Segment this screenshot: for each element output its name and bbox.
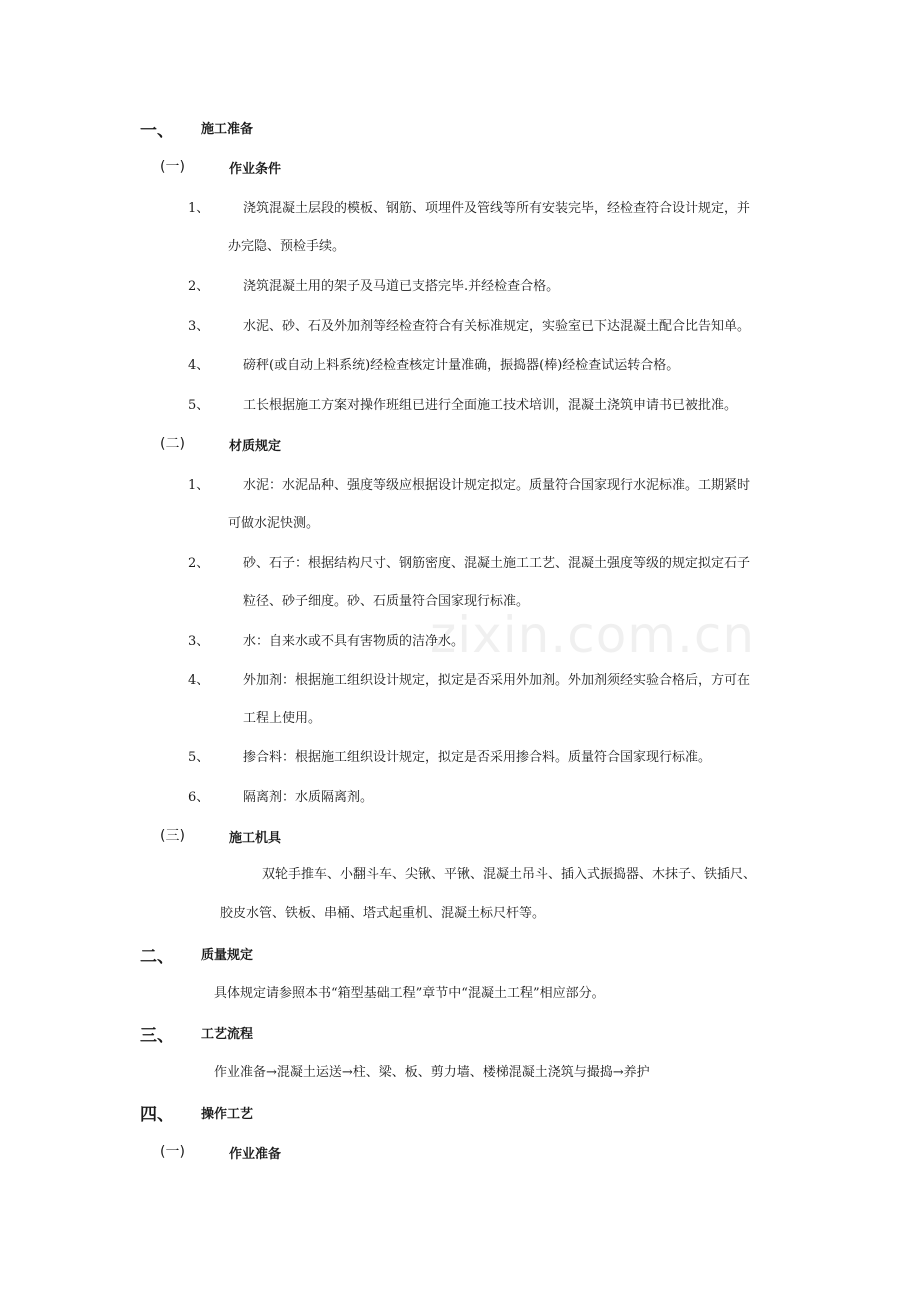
item-number: 5、 (188, 398, 210, 413)
item-text: 水泥：水泥品种、强度等级应根据设计规定拟定。质量符合国家现行水泥标准。工期紧时 (243, 478, 751, 493)
item-text: 外加剂：根据施工组织设计规定，拟定是否采用外加剂。外加剂须经实验合格后，方可在 (243, 673, 751, 688)
item-text: 浇筑混凝土层段的模板、钢筋、项埋件及管线等所有安装完毕，经检查符合设计规定，并 (243, 201, 751, 216)
item-text-continued: 工程上使用。 (243, 711, 322, 726)
item-text: 隔离剂：水质隔离剂。 (243, 790, 374, 805)
item-text-continued: 粒径、砂子细度。砂、石质量符合国家现行标准。 (243, 594, 530, 609)
subsection-1-3-title: 施工机具 (229, 831, 282, 846)
item-number: 1、 (188, 201, 210, 216)
item-text: 工长根据施工方案对操作班组已进行全面施工技术培训，混凝土浇筑申请书已被批准。 (243, 398, 738, 413)
paragraph-text-continued: 胶皮水管、铁板、串桶、塔式起重机、混凝土标尺杆等。 (220, 906, 546, 921)
item-text: 水：自来水或不具有害物质的洁净水。 (243, 634, 465, 649)
item-number: 2、 (188, 279, 210, 294)
item-number: 5、 (188, 750, 210, 765)
item-text: 水泥、砂、石及外加剂等经检查符合有关标准规定，实验室已下达混凝土配合比告知单。 (243, 319, 751, 334)
subsection-1-2-title: 材质规定 (229, 439, 282, 454)
item-text: 磅秤(或自动上料系统)经检查核定计量准确，振捣器(棒)经检查试运转合格。 (243, 358, 680, 373)
section-4-title: 操作工艺 (201, 1107, 254, 1122)
subsection-4-1-title: 作业准备 (229, 1147, 282, 1162)
item-number: 4、 (188, 673, 210, 688)
item-text: 掺合料：根据施工组织设计规定，拟定是否采用掺合料。质量符合国家现行标准。 (243, 750, 712, 765)
item-text: 砂、石子：根据结构尺寸、钢筋密度、混凝土施工工艺、混凝土强度等级的规定拟定石子 (243, 556, 751, 571)
item-number: 3、 (188, 319, 210, 334)
subsection-4-1-number: (一) (160, 1144, 185, 1160)
section-1-number: 一、 (140, 121, 174, 141)
item-number: 2、 (188, 556, 210, 571)
item-number: 1、 (188, 478, 210, 493)
item-number: 6、 (188, 790, 210, 805)
process-flow-text: 作业准备→混凝土运送→柱、梁、板、剪力墙、楼梯混凝土浇筑与撮捣→养护 (214, 1065, 650, 1080)
watermark: zixin.com.cn (430, 606, 756, 664)
item-text-continued: 可做水泥快测。 (228, 516, 320, 531)
item-text-continued: 办完隐、预检手续。 (228, 239, 346, 254)
subsection-1-1-title: 作业条件 (229, 162, 282, 177)
item-number: 3、 (188, 634, 210, 649)
section-2-title: 质量规定 (201, 948, 254, 963)
section-3-number: 三、 (140, 1026, 174, 1046)
subsection-1-2-number: (二) (160, 436, 185, 452)
subsection-1-3-number: (三) (160, 828, 185, 844)
paragraph-text: 具体规定请参照本书“箱型基础工程”章节中“混凝土工程”相应部分。 (214, 986, 605, 1001)
section-4-number: 四、 (140, 1105, 174, 1125)
section-2-number: 二、 (140, 947, 174, 967)
item-text: 浇筑混凝土用的架子及马道已支搭完毕.并经检查合格。 (243, 279, 560, 294)
subsection-1-1-number: (一) (160, 159, 185, 175)
paragraph-text: 双轮手推车、小翻斗车、尖锹、平锹、混凝土吊斗、插入式振捣器、木抹子、铁插尺、 (262, 867, 757, 882)
item-number: 4、 (188, 358, 210, 373)
section-1-title: 施工准备 (201, 122, 254, 137)
section-3-title: 工艺流程 (201, 1027, 254, 1042)
